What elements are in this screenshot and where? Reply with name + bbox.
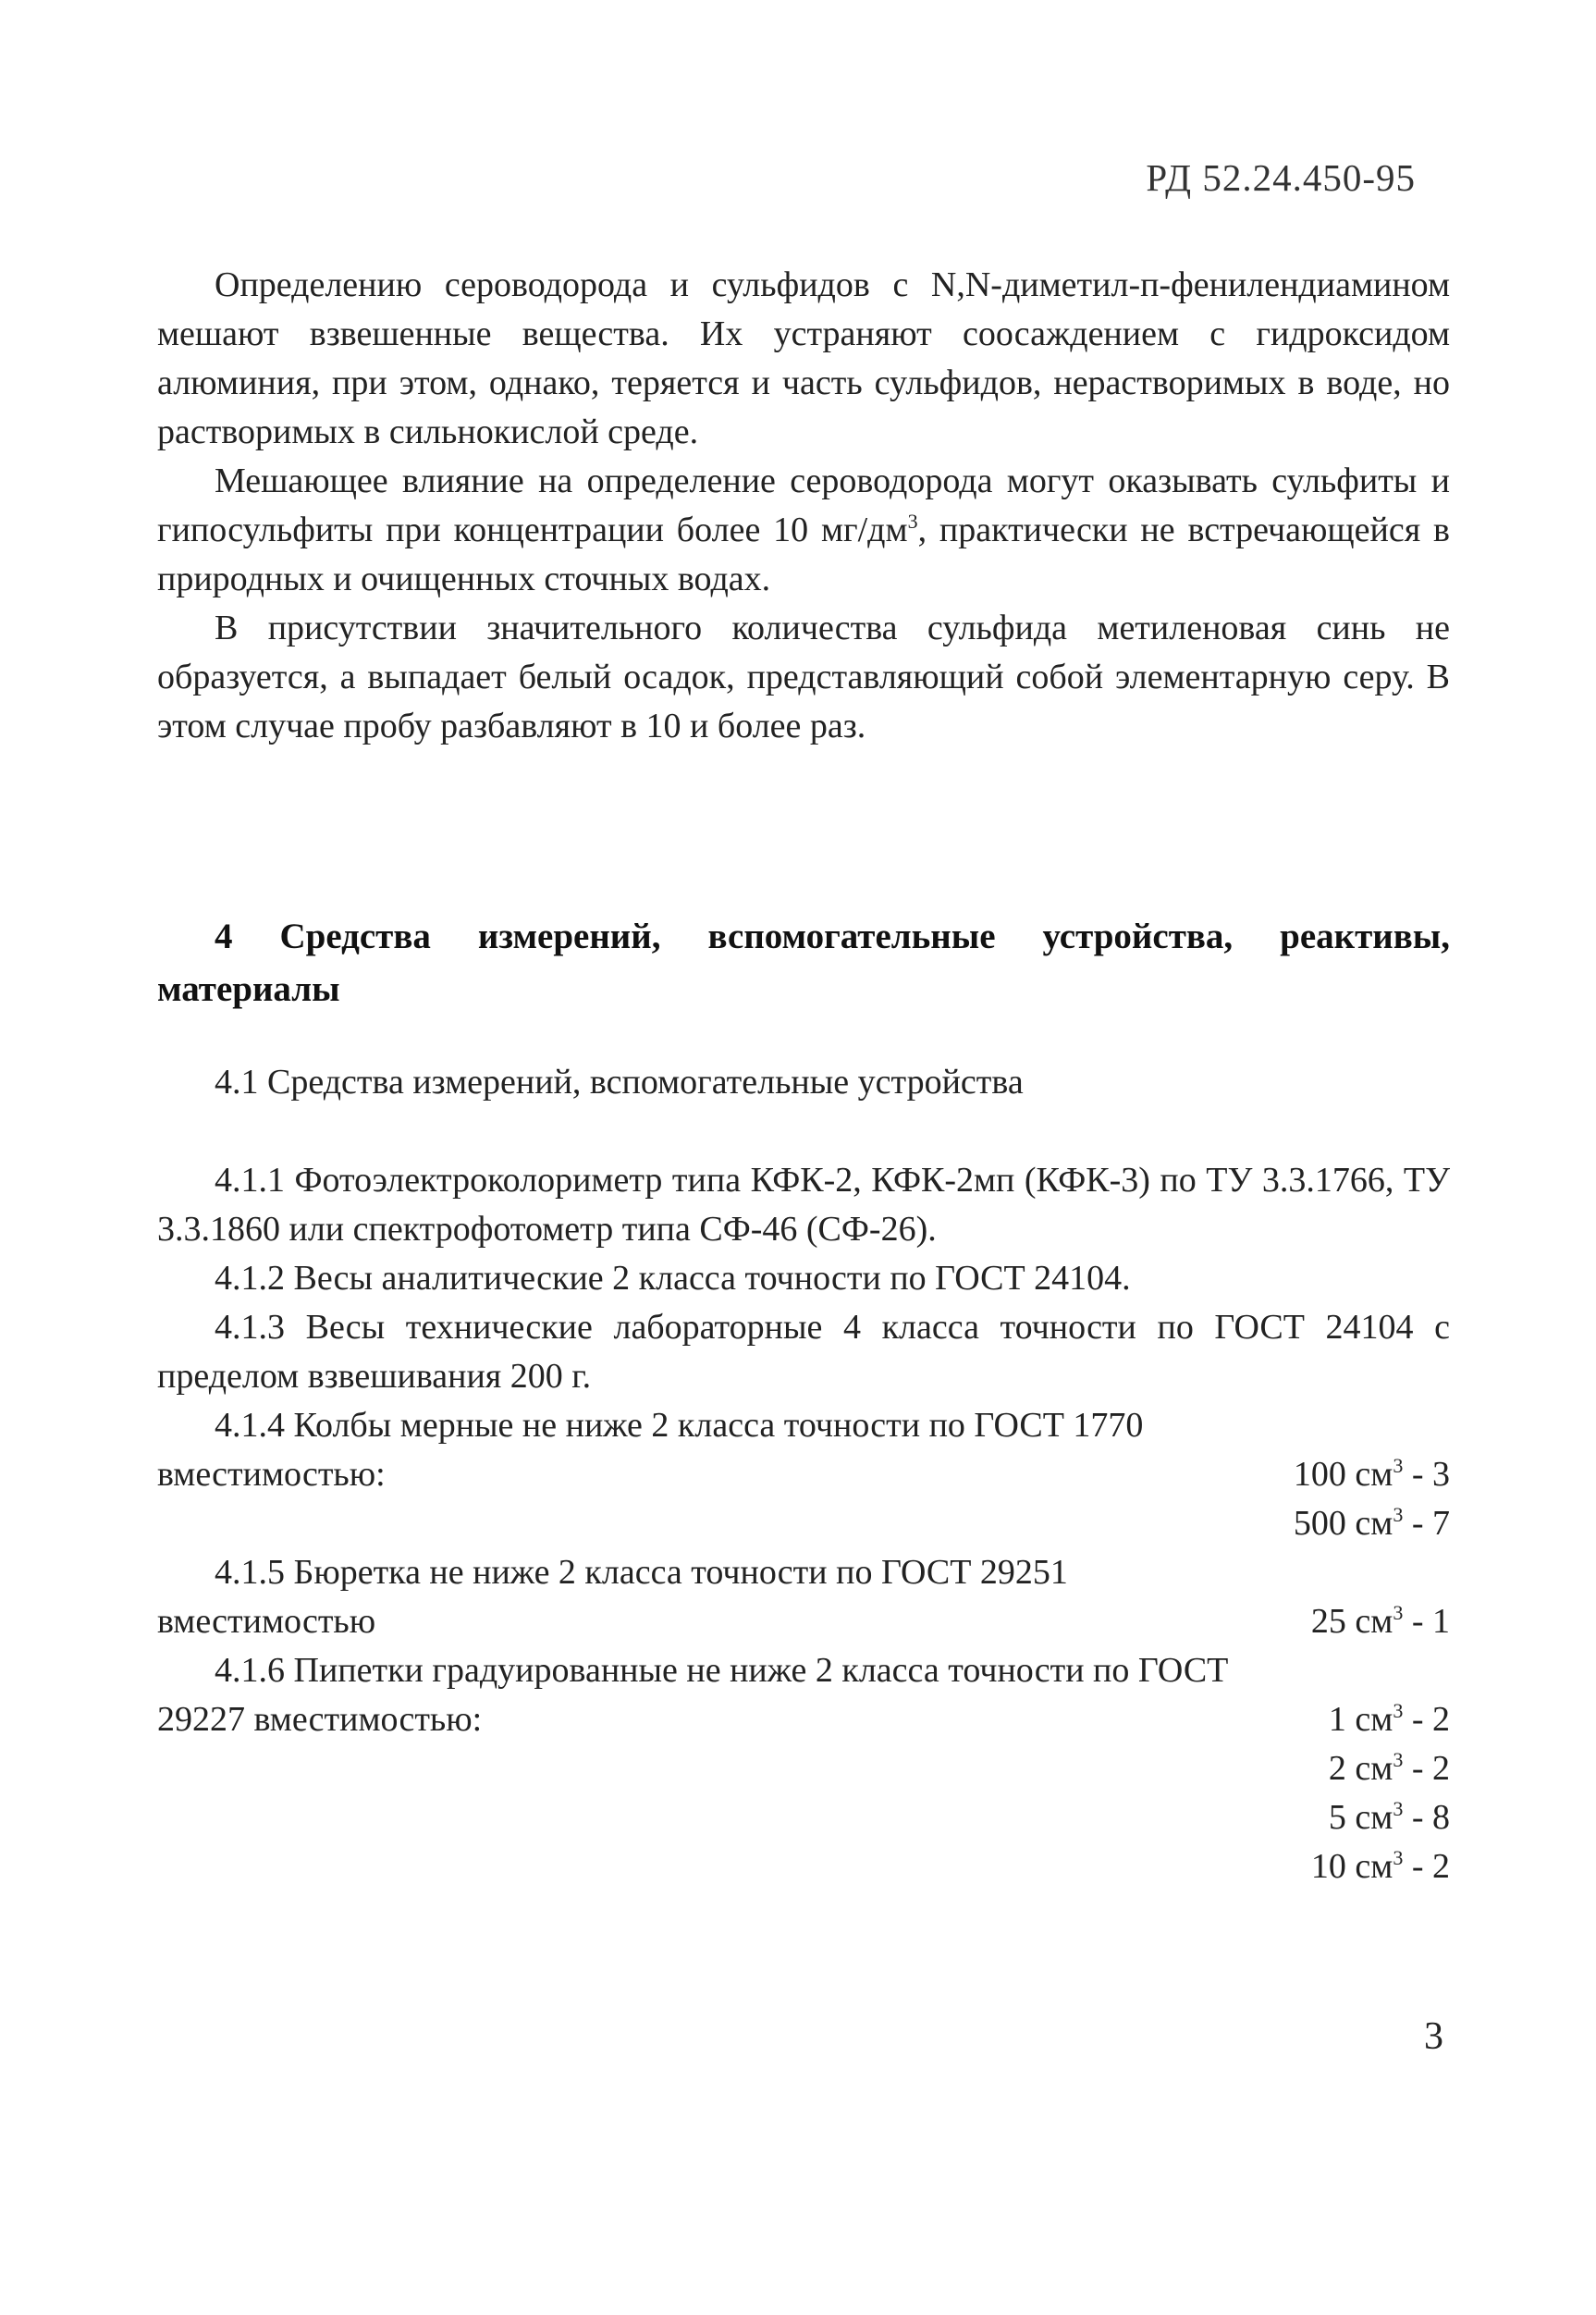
volume-count: - 8 (1403, 1798, 1450, 1837)
volume-size: 25 см (1310, 1602, 1393, 1641)
superscript: 3 (1393, 1503, 1404, 1526)
volume-count: - 3 (1403, 1455, 1450, 1494)
capacity-label: 29227 вместимостью: (157, 1700, 483, 1739)
capacity-label: вместимостью: (157, 1455, 386, 1494)
section-4-heading: 4 Средства измерений, вспомогательные устройства, реактивы, материалы (157, 917, 1450, 1009)
volume-count: - 7 (1403, 1504, 1450, 1543)
volume-entry (1329, 1695, 1450, 1744)
volume-entry (157, 1793, 1450, 1842)
superscript: 3 (1393, 1748, 1404, 1771)
volume-size: 2 см (1328, 1749, 1393, 1788)
paragraph-text-start: Мешающее влияние на определение сероводорода могут оказывать сульфиты и гипосульфиты при концентрации более 10 мг/дм (157, 462, 1450, 549)
paragraph-text-end: , практически не встречающейся в природных и очищенных сточных водах. (157, 511, 1450, 598)
volume-size: 500 см (1293, 1504, 1393, 1543)
volume-size: 10 см (1310, 1847, 1393, 1886)
volume-count: - 1 (1403, 1602, 1450, 1641)
item-4-1-1: 4.1.1 Фотоэлектроколориметр типа КФК-2, КФК-2мп (КФК-3) по ТУ 3.3.1766, ТУ 3.3.1860 или спектрофотометр типа СФ-46 (СФ-26). (157, 1161, 1450, 1249)
item-4-1-4: 4.1.4 Колбы мерные не ниже 2 класса точности по ГОСТ 1770 (215, 1406, 1144, 1445)
document-code: РД 52.24.450-95 (1146, 156, 1416, 199)
item-4-1-5: 4.1.5 Бюретка не ниже 2 класса точности по ГОСТ 29251 (215, 1553, 1068, 1592)
volume-size: 100 см (1293, 1455, 1393, 1494)
item-4-1-2: 4.1.2 Весы аналитические 2 класса точности по ГОСТ 24104. (215, 1259, 1131, 1298)
superscript: 3 (1393, 1601, 1404, 1624)
capacity-label: вместимостью (157, 1602, 376, 1641)
volume-size: 1 см (1328, 1700, 1393, 1739)
paragraph-interference-sulfites (157, 457, 1450, 604)
item-4-1-4-capacity-line (157, 1450, 1450, 1499)
superscript: 3 (1393, 1454, 1404, 1477)
superscript: 3 (1393, 1797, 1404, 1820)
volume-entry (157, 1499, 1450, 1548)
paragraph-excess-sulfide: В присутствии значительного количества сульфида метиленовая синь не образуется, а выпадает белый осадок, представляющий собой элементарную серу. В этом случае пробу разбавляют в 10 и более раз. (157, 609, 1450, 745)
volume-entry (157, 1842, 1450, 1891)
volume-entry (1311, 1597, 1450, 1646)
volume-count: - 2 (1403, 1749, 1450, 1788)
volume-count: - 2 (1403, 1700, 1450, 1739)
volume-size: 5 см (1328, 1798, 1393, 1837)
paragraph-interference-suspended: Определению сероводорода и сульфидов с N,N-диметил-п-фенилендиамином мешают взвешенные вещества. Их устраняют соосаждением с гидроксидом алюминия, при этом, однако, теряется и часть сульфидов, нерастворимых в воде, но растворимых в сильнокислой среде. (157, 265, 1450, 451)
volume-count: - 2 (1403, 1847, 1450, 1886)
item-4-1-6-capacity-line (157, 1695, 1450, 1744)
item-4-1-3: 4.1.3 Весы технические лабораторные 4 класса точности по ГОСТ 24104 с пределом взвешивания 200 г. (157, 1308, 1450, 1396)
page-number: 3 (1424, 2015, 1443, 2058)
subsection-4-1-heading: 4.1 Средства измерений, вспомогательные устройства (215, 1063, 1024, 1102)
volume-entry (1294, 1450, 1450, 1499)
item-4-1-6: 4.1.6 Пипетки градуированные не ниже 2 класса точности по ГОСТ (215, 1651, 1229, 1690)
volume-entry (157, 1744, 1450, 1793)
equipment-list (157, 1156, 1450, 1891)
item-4-1-5-capacity-line (157, 1597, 1450, 1646)
superscript: 3 (907, 510, 918, 533)
intro-text (157, 261, 1450, 751)
superscript: 3 (1393, 1699, 1404, 1722)
superscript: 3 (1393, 1846, 1404, 1869)
